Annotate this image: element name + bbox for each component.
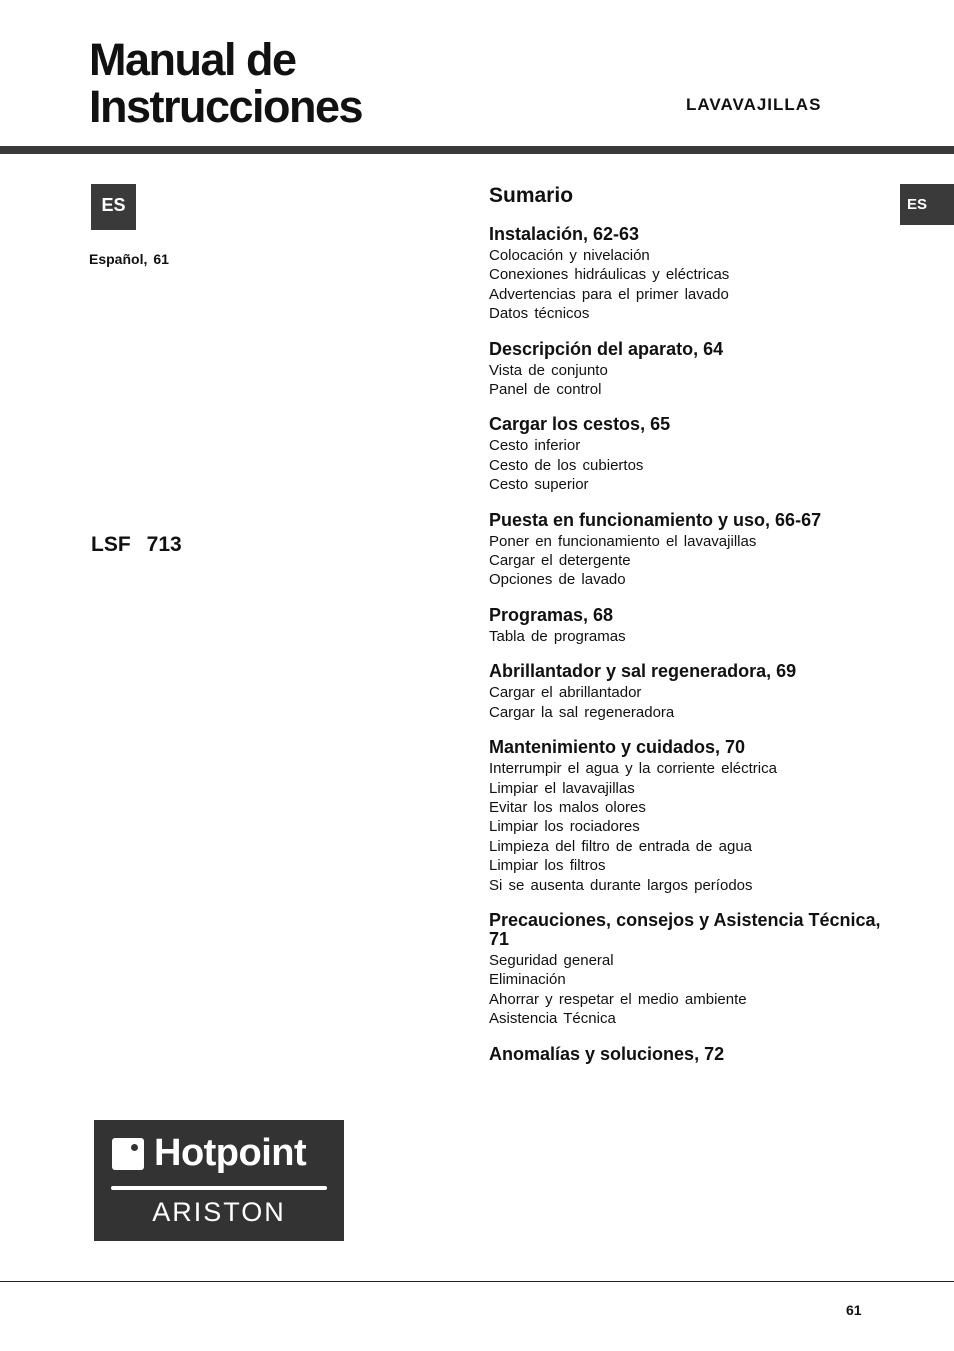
toc-section-item[interactable]: Advertencias para el primer lavado xyxy=(489,285,729,303)
title-line-1: Manual de xyxy=(89,34,296,85)
document-title xyxy=(89,36,362,130)
footer-divider xyxy=(0,1281,954,1282)
toc-section-item[interactable]: Asistencia Técnica xyxy=(489,1010,616,1028)
toc-section-item[interactable]: Tabla de programas xyxy=(489,627,626,645)
toc-section-item[interactable]: Limpieza del filtro de entrada de agua xyxy=(489,837,753,855)
toc-section-item[interactable]: Evitar los malos olores xyxy=(489,798,646,816)
toc-section-item[interactable]: Eliminación xyxy=(489,971,566,989)
toc-section-item[interactable]: Limpiar el lavavajillas xyxy=(489,779,635,797)
toc-section xyxy=(489,225,889,324)
toc-section-item[interactable]: Conexiones hidráulicas y eléctricas xyxy=(489,266,730,284)
product-category: LAVAVAJILLAS xyxy=(686,95,822,114)
logo-brand-text: Hotpoint xyxy=(154,1132,307,1174)
toc-section-heading[interactable]: Mantenimiento y cuidados, 70 xyxy=(489,737,746,758)
model-prefix: LSF xyxy=(91,533,131,556)
language-index-entry[interactable] xyxy=(89,251,175,267)
toc-section-heading[interactable]: Abrillantador y sal regeneradora, 69 xyxy=(489,661,797,682)
toc-section-item[interactable]: Cargar el abrillantador xyxy=(489,684,642,702)
toc-section-item[interactable]: Vista de conjunto xyxy=(489,361,608,379)
title-line-2: Instrucciones xyxy=(89,81,363,132)
toc-section xyxy=(489,1045,889,1064)
toc-section-heading[interactable]: Instalación, 62-63 xyxy=(489,224,640,244)
toc-section-item[interactable]: Cesto de los cubiertos xyxy=(489,456,644,474)
toc-section-item[interactable]: Colocación y nivelación xyxy=(489,247,650,264)
toc-section-item[interactable]: Cesto superior xyxy=(489,476,589,494)
model-designation xyxy=(91,533,182,557)
toc-section-item[interactable]: Cargar el detergente xyxy=(489,552,631,570)
toc-section-heading[interactable]: Descripción del aparato, 64 xyxy=(489,338,724,359)
toc-section xyxy=(489,511,889,590)
toc-section-item[interactable]: Cesto inferior xyxy=(489,437,581,455)
toc-section-item[interactable]: Ahorrar y respetar el medio ambiente xyxy=(489,990,747,1008)
toc-section xyxy=(489,662,889,722)
toc-section-heading[interactable]: Precauciones, consejos y Asistencia Técnica, 71 xyxy=(489,909,881,949)
toc-section-heading[interactable]: Programas, 68 xyxy=(489,604,614,625)
toc-section xyxy=(489,738,889,895)
toc-title: Sumario xyxy=(489,184,574,207)
toc-section-item[interactable]: Cargar la sal regeneradora xyxy=(489,703,675,721)
toc-section-item[interactable]: Opciones de lavado xyxy=(489,571,626,589)
model-number: 713 xyxy=(146,533,182,556)
logo-divider xyxy=(111,1186,327,1190)
toc-section-heading[interactable]: Anomalías y soluciones, 72 xyxy=(489,1043,725,1064)
toc-section-item[interactable]: Interrumpir el agua y la corriente eléctrica xyxy=(489,760,777,778)
logo-square-icon xyxy=(112,1138,144,1170)
language-name: Español, xyxy=(89,251,148,267)
page-number: 61 xyxy=(846,1302,862,1318)
toc-section xyxy=(489,911,889,1029)
toc-section-item[interactable]: Datos técnicos xyxy=(489,305,590,323)
toc-section-item[interactable]: Panel de control xyxy=(489,381,602,399)
toc-section-heading[interactable]: Cargar los cestos, 65 xyxy=(489,414,671,435)
language-badge: ES xyxy=(91,184,136,230)
toc-sections xyxy=(489,225,889,1064)
hotpoint-ariston-logo xyxy=(94,1120,344,1241)
toc-section-item[interactable]: Seguridad general xyxy=(489,951,614,969)
toc-section-item[interactable]: Limpiar los filtros xyxy=(489,857,606,875)
toc-section-heading[interactable]: Puesta en funcionamiento y uso, 66-67 xyxy=(489,509,822,530)
language-side-tab: ES xyxy=(900,184,954,225)
toc-section xyxy=(489,415,889,494)
table-of-contents xyxy=(489,183,889,1080)
toc-section-item[interactable]: Poner en funcionamiento el lavavajillas xyxy=(489,532,757,550)
header-divider xyxy=(0,146,954,154)
logo-sub-text: ARISTON xyxy=(152,1197,286,1227)
toc-section xyxy=(489,606,889,646)
language-page: 61 xyxy=(153,251,169,267)
toc-section-item[interactable]: Limpiar los rociadores xyxy=(489,818,640,836)
toc-section xyxy=(489,340,889,400)
toc-section-item[interactable]: Si se ausenta durante largos períodos xyxy=(489,876,753,894)
